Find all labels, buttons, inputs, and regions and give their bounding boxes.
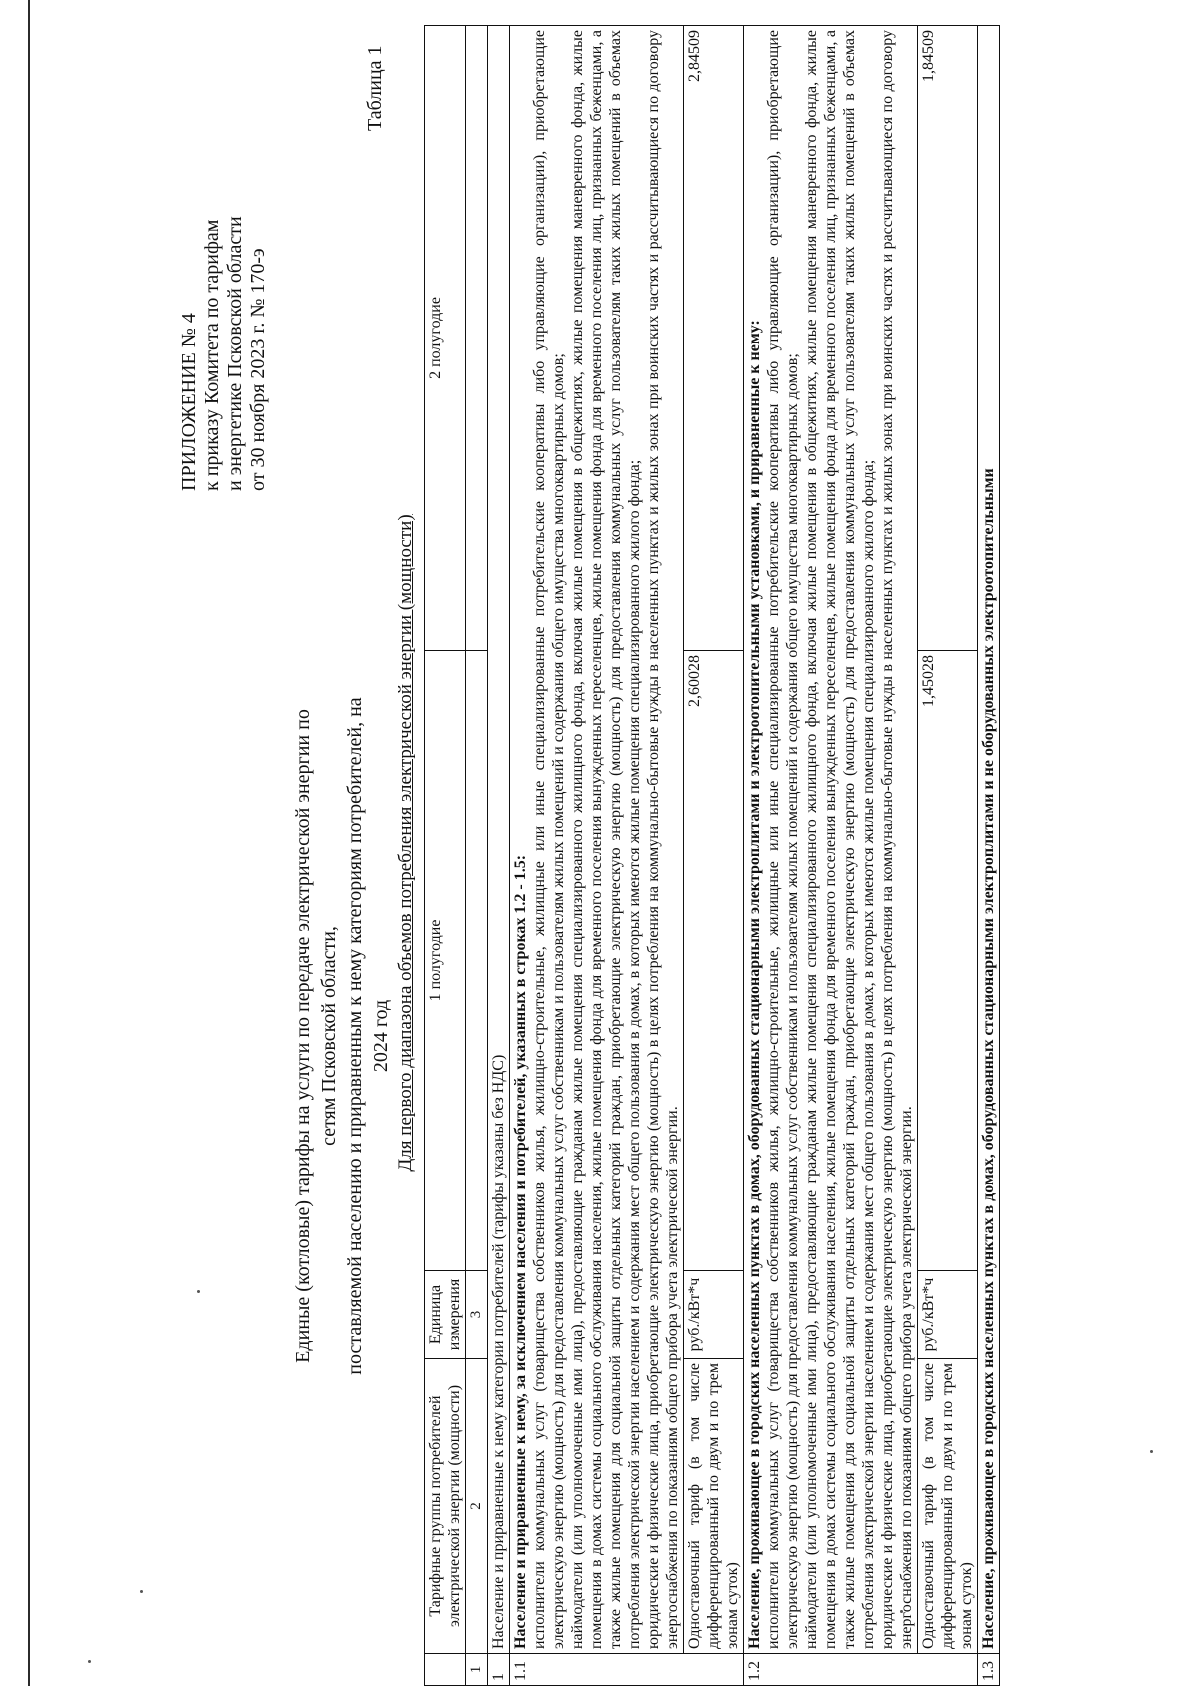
empty-cell [466,26,488,651]
row-num: 1.3 [978,1654,1000,1686]
header-cell-h2: 2 полугодие [425,26,466,651]
tariff-value-h1: 2,60028 [684,651,744,1271]
row-num: 1.1 [510,1654,744,1686]
table-row [744,26,918,1686]
header-cell-unit: Единица измерения [425,1271,466,1359]
row-text: наймодатели (или уполномоченные ими лица), предоставляющие гражданам жилые помещения специализированного жилищного фонда, включая жилые помещения в общежитиях, жилые помещения маневренного фонда, жилые помещения в домах системы социального обслуживания населения, жилые помещения фонда для временного поселения вынужденных переселенцев, жилые помещения фонда для временного поселения лиц, признанных беженцами, а также жилые помещения для социальной защиты отдельных категорий граждан, приобретающие электрическую энергию (мощность) для предоставления коммунальных услуг пользователям таких жилых помещений в объемах потребления электрической энергии населением и содержания мест общего пользования в домах, в которых имеются жилые помещения специализированного жилого фонда; [569,30,643,1649]
row-text: исполнители коммунальных услуг (товарищества собственников жилья, жилищно-строительные, жилищные или иные специализированные потребительские кооперативы либо управляющие организации), приобретающие электрическую энергию (мощность) для предоставления коммунальных услуг собственникам и пользователям жилых помещений и содержания общего имущества многоквартирных домов; [531,30,567,1649]
header-cell-group: Тарифные группы потребителей электрической энергии (мощности) [425,1359,466,1654]
tariff-table [424,25,1000,1686]
appendix-title: ПРИЛОЖЕНИЕ № 4 [178,313,200,491]
tariff-value-h2: 2,84509 [684,26,744,651]
row-text: юридические и физические лица, приобретающие электрическую энергию (мощность) в целях потребления на коммунально-бытовые нужды в населенных пунктах и жилых зонах при воинских частях и рассчитывающиеся по договору энергоснабжения по показаниям общего прибора учета электрической энергии. [879,30,915,1649]
appendix-line: и энергетике Псковской области [224,216,246,491]
section-num: 1 [488,1654,510,1686]
column-number: 2 [466,1359,488,1654]
tariff-value-h2: 1,84509 [918,26,978,651]
tariff-value-h1: 1,45028 [918,651,978,1271]
row-text: исполнители коммунальных услуг (товарищества собственников жилья, жилищно-строительные, жилищные или иные специализированные потребительские кооперативы либо управляющие организации), приобретающие электрическую энергию (мощность) для предоставления коммунальных услуг собственникам и пользователям жилых помещений и содержания общего имущества многоквартирных домов; [765,30,801,1649]
row-description [510,26,684,1654]
tariff-row [918,26,978,1686]
column-number: 3 [466,1271,488,1359]
row-heading: Население и приравненные к нему, за исключением населения и потребителей, указанных в строках 1.2 - 1.5: [512,854,529,1649]
document-title-line: поставляемой населению и приравненным к нему категориям потребителей, на 2024 год [344,697,392,1375]
appendix-block [178,31,270,491]
row-heading: Население, проживающее в городских населенных пунктах в домах, оборудованных стационарными электроплитами и электроотопительными установками, и приравненные к нему: [746,320,763,1649]
table-row [510,26,684,1686]
document-title [290,686,394,1386]
section-title: Население и приравненные к нему категории потребителей (тарифы указаны без НДС) [488,26,510,1654]
column-number: 1 [466,1654,488,1686]
empty-cell [466,651,488,1271]
column-number-row [466,26,488,1686]
tariff-row [684,26,744,1686]
tariff-label: Одноставочный тариф (в том числе дифференцированный по двум и по трем зонам суток) [684,1359,744,1654]
appendix-line: от 30 ноября 2023 г. № 170-э [247,248,269,491]
tariff-label: Одноставочный тариф (в том числе дифференцированный по двум и по трем зонам суток) [918,1359,978,1654]
document-title-line: Единые (котловые) тарифы на услуги по передаче электрической энергии по сетям Псковской области, [292,709,340,1363]
row-text: наймодатели (или уполномоченные ими лица), предоставляющие гражданам жилые помещения специализированного жилищного фонда, включая жилые помещения в общежитиях, жилые помещения маневренного фонда, жилые помещения в домах системы социального обслуживания населения, жилые помещения фонда для временного поселения вынужденных переселенцев, жилые помещения фонда для временного поселения лиц, признанных беженцами, а также жилые помещения для социальной защиты отдельных категорий граждан, приобретающие электрическую энергию (мощность) для предоставления коммунальных услуг пользователям таких жилых помещений в объемах потребления электрической энергии населением и содержания мест общего пользования в домах, в которых имеются жилые помещения специализированного жилого фонда; [803,30,877,1649]
range-title: Для первого диапазона объемов потребления электрической энергии (мощности) [395,514,416,1172]
header-cell-h1: 1 полугодие [425,651,466,1271]
table-header-row [425,26,466,1686]
tariff-unit: руб./кВт*ч [918,1271,978,1359]
tariff-unit: руб./кВт*ч [684,1271,744,1359]
table-label: Таблица 1 [364,45,386,131]
header-cell-num [425,1654,466,1686]
row-text: юридические и физические лица, приобретающие электрическую энергию (мощность) в целях потребления на коммунально-бытовые нужды в населенных пунктах и жилых зонах при воинских частях и рассчитывающиеся по договору энергоснабжения по показаниям общего прибора учета электрической энергии. [645,30,681,1649]
section-row [488,26,510,1686]
row-heading: Население, проживающее в городских населенных пунктах в домах, оборудованных стационарными электроплитами и не оборудованных электроотопительными [978,26,1000,1654]
row-num: 1.2 [744,1654,978,1686]
row-description [744,26,918,1654]
appendix-line: к приказу Комитета по тарифам [201,219,223,491]
table-row [978,26,1000,1686]
